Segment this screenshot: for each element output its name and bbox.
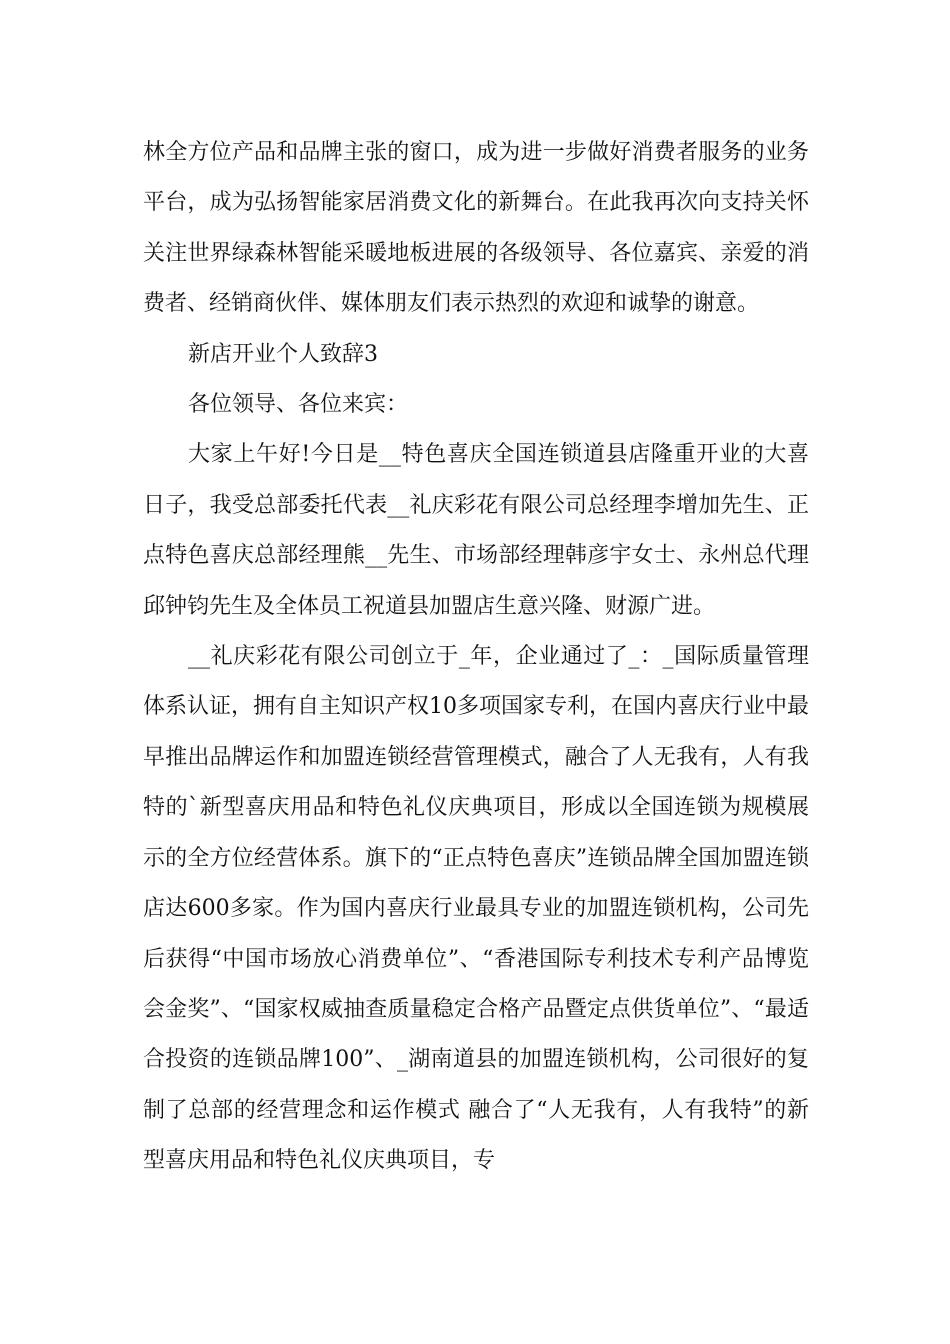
paragraph-company-intro: __礼庆彩花有限公司创立于_年，企业通过了_：_国际质量管理体系认证，拥有自主知识产权10多项国家专利，在国内喜庆行业中最早推出品牌运作和加盟连锁经营管理模式，融合了人无我有，人有我特的`新型喜庆用品和特色礼仪庆典项目，形成以全国连锁为规模展示的全方位经营体系。旗下的“正点特色喜庆”连锁品牌全国加盟连锁店达600多家。作为国内喜庆行业最具专业的加盟连锁机构，公司先后获得“中国市场放心消费单位”、“香港国际专利技术专利产品博览会金奖”、“国家权威抽查质量稳定合格产品暨定点供货单位”、“最适合投资的连锁品牌100”、_湖南道县的加盟连锁机构，公司很好的复制了总部的经营理念和运作模式 融合了“人无我有，人有我特”的新型喜庆用品和特色礼仪庆典项目，专 bbox=[143, 644, 809, 1174]
salutation: 各位领导、各位来宾： bbox=[188, 392, 409, 418]
document-body bbox=[143, 128, 809, 1187]
paragraph-continuation: 林全方位产品和品牌主张的窗口，成为进一步做好消费者服务的业务平台，成为弘扬智能家居消费文化的新舞台。在此我再次向支持关怀关注世界绿森林智能采暖地板进展的各级领导、各位嘉宾、亲爱的消费者、经销商伙伴、媒体朋友们表示热烈的欢迎和诚挚的谢意。 bbox=[143, 140, 809, 317]
paragraph-greeting: 大家上午好!今日是__特色喜庆全国连锁道县店隆重开业的大喜日子，我受总部委托代表__礼庆彩花有限公司总经理李增加先生、正点特色喜庆总部经理熊__先生、市场部经理韩彦宇女士、永州总代理邱钟钧先生及全体员工祝道县加盟店生意兴隆、财源广进。 bbox=[143, 442, 809, 619]
section-heading: 新店开业个人致辞3 bbox=[188, 341, 378, 367]
